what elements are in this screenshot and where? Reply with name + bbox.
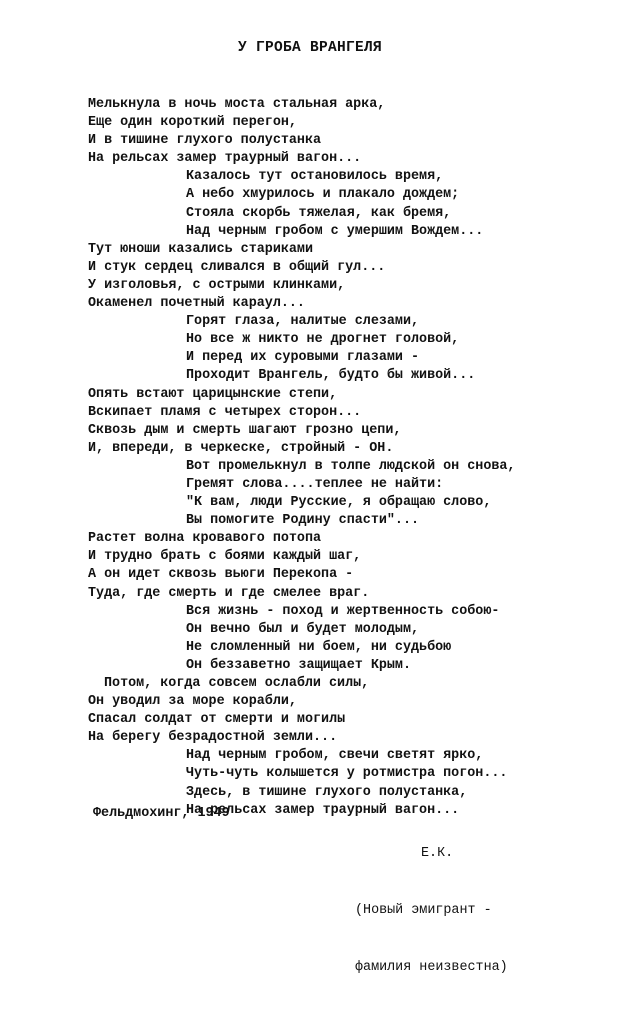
poem-line-indented: Но все ж никто не дрогнет головой, xyxy=(186,332,460,348)
poem-line-indented: На рельсах замер траурный вагон... xyxy=(186,802,460,818)
poem-line: Он уводил за море корабли, xyxy=(88,694,297,710)
poem-line: На берегу безрадостной земли... xyxy=(88,730,338,746)
poem-line-indented: И перед их суровыми глазами - xyxy=(186,350,420,366)
poem-line-indented: Над черным гробом с умершим Вождем... xyxy=(186,223,484,239)
poem-line: Растет волна кровавого потопа xyxy=(88,531,322,547)
poem-line-indented: Горят глаза, налитые слезами, xyxy=(186,314,420,330)
place-date: Фельдмохинг, 1949 xyxy=(93,806,230,821)
poem-line-indented: "К вам, люди Русские, я обращаю слово, xyxy=(186,495,492,511)
poem-line-indented: Он вечно был и будет молодым, xyxy=(186,621,420,637)
poem-line: У изголовья, с острыми клинками, xyxy=(88,277,346,293)
poem-line-indented: А небо хмурилось и плакало дождем; xyxy=(186,187,460,203)
poem-line: Мелькнула в ночь моста стальная арка, xyxy=(88,97,386,112)
author-note-line-2: фамилия неизвестна) xyxy=(355,960,508,975)
poem-line: А он идет сквозь вьюги Перекопа - xyxy=(88,567,354,583)
poem-line: Потом, когда совсем ослабли силы, xyxy=(104,676,370,691)
poem-body xyxy=(88,96,588,820)
poem-line-indented: Не сломленный ни боем, ни судьбою xyxy=(186,639,452,655)
poem-line-indented: Здесь, в тишине глухого полустанка, xyxy=(186,784,468,800)
poem-line: Окаменел почетный караул... xyxy=(88,296,305,312)
poem-line: И, впереди, в черкеске, стройный - ОН. xyxy=(88,440,394,456)
poem-line-indented: Над черным гробом, свечи светят ярко, xyxy=(186,748,484,764)
poem-line: И в тишине глухого полустанка xyxy=(88,133,322,149)
poem-line: Опять встают царицынские степи, xyxy=(88,386,338,402)
poem-title: У ГРОБА ВРАНГЕЛЯ xyxy=(237,40,383,56)
poem-line: Спасал солдат от смерти и могилы xyxy=(88,712,346,728)
poem-line: И стук сердец сливался в общий гул... xyxy=(88,259,386,275)
poem-line-indented: Проходит Врангель, будто бы живой... xyxy=(186,368,476,384)
author-signature xyxy=(355,806,508,1015)
poem-line-indented: Казалось тут остановилось время, xyxy=(186,169,444,185)
poem-line-indented: Вот промелькнул в толпе людской он снова, xyxy=(186,458,516,474)
author-note-line-1: (Новый эмигрант - xyxy=(355,903,492,918)
poem-line-indented: Чуть-чуть колышется у ротмистра погон... xyxy=(186,766,508,782)
author-initials: Е.К. xyxy=(421,846,454,861)
poem-line: Вскипает пламя с четырех сторон... xyxy=(88,404,362,420)
poem-line-indented: Вся жизнь - поход и жертвенность собою- xyxy=(186,603,500,619)
poem-line: Еще один короткий перегон, xyxy=(88,115,297,131)
poem-line-indented: Он беззаветно защищает Крым. xyxy=(186,657,411,673)
poem-line: Тут юноши казались стариками xyxy=(88,241,313,257)
poem-line-indented: Стояла скорбь тяжелая, как бремя, xyxy=(186,205,452,221)
poem-line-indented: Вы помогите Родину спасти"... xyxy=(186,513,420,529)
poem-line: И трудно брать с боями каждый шаг, xyxy=(88,549,362,565)
poem-line-indented: Гремят слова....теплее не найти: xyxy=(186,476,444,492)
poem-line: Туда, где смерть и где смелее враг. xyxy=(88,585,370,601)
poem-line: Сквозь дым и смерть шагают грозно цепи, xyxy=(88,422,402,438)
poem-line: На рельсах замер траурный вагон... xyxy=(88,151,362,167)
